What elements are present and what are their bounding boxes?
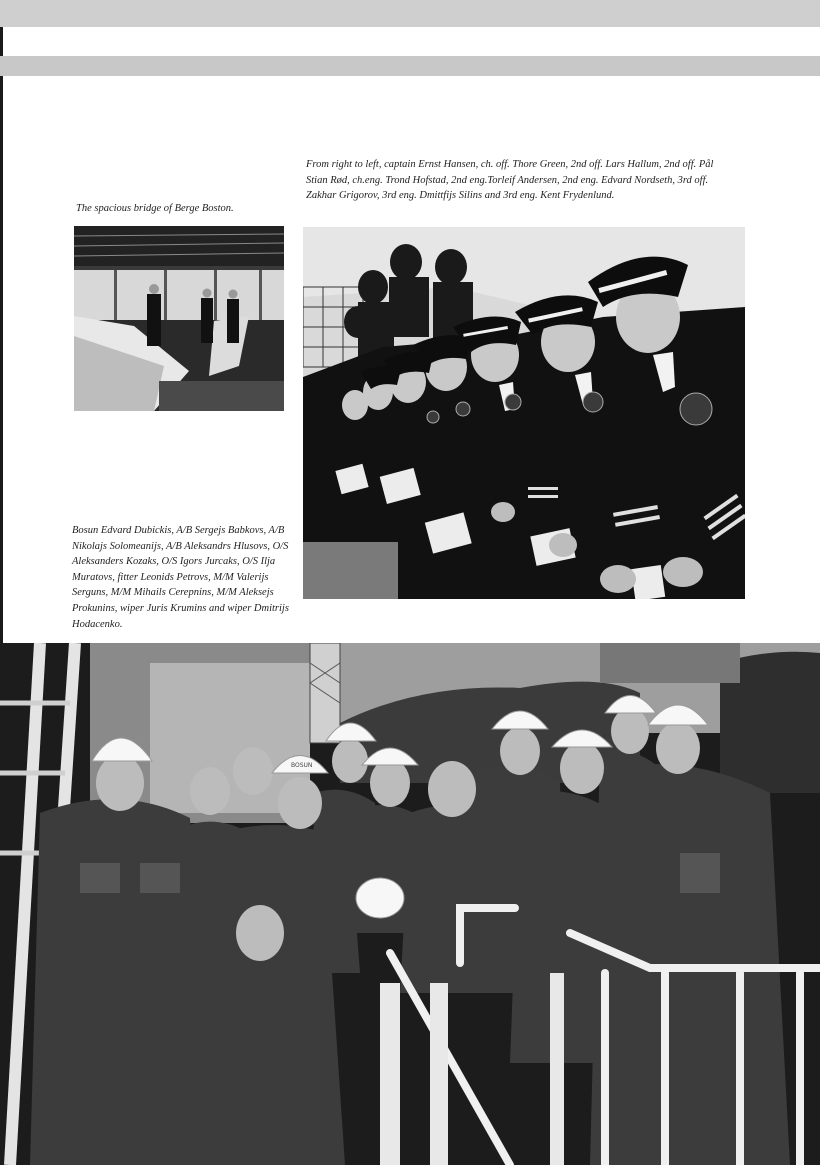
bridge-caption: The spacious bridge of Berge Boston. (76, 203, 234, 214)
svg-text:BOSUN: BOSUN (291, 762, 313, 769)
header-rule (0, 56, 820, 76)
crew-photo (0, 643, 820, 1165)
officers-photo (303, 227, 745, 599)
officers-caption: From right to left, captain Ernst Hansen, ch. off. Thore Green, 2nd off. Lars Hallum, 2nd off. Pål Stian Rød, ch.eng. Trond Hofstad, 2nd eng.Torleif Andersen, 2nd eng. Edvard Nordseth, 3rd off. Zakhar Grigorov, 3rd eng. Dmittfijs Silins and 3rd eng. Kent Frydenlund. (306, 159, 714, 202)
bridge-photo (74, 226, 284, 411)
crew-caption: Bosun Edvard Dubickis, A/B Sergejs Babkovs, A/B Nikolajs Solomeanijs, A/B Aleksandrs Hlusovs, O/S Aleksanders Kozaks, O/S Igors Jurcaks, O/S Ilja Muratovs, fitter Leonids Petrovs, M/M Valerijs Serguns, M/M Mihails Cerepnins, M/M Aleksejs Prokunins, wiper Juris Krumins and wiper Dmitrijs Hodacenko. (72, 525, 289, 630)
header-band (0, 0, 820, 27)
